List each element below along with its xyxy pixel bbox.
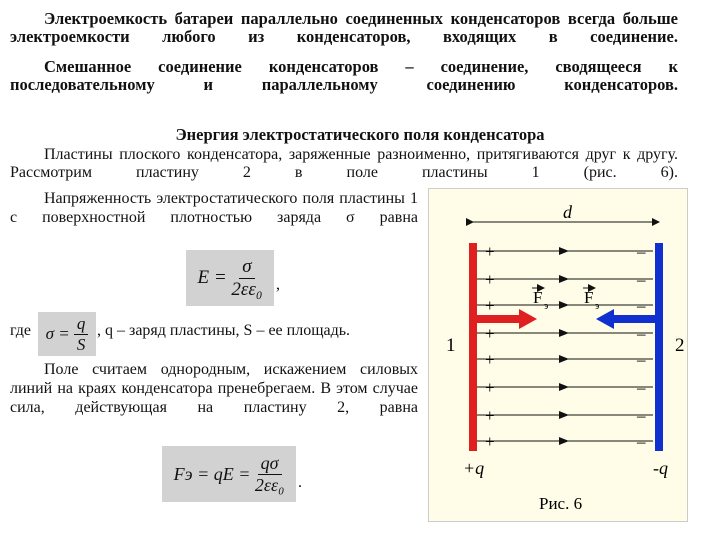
field-lines <box>477 247 653 445</box>
plate-1-label: 1 <box>446 335 456 356</box>
minus-sign: – <box>637 242 646 261</box>
formula-force <box>162 446 296 502</box>
formula-lhs: Fэ = qE = <box>173 463 251 484</box>
charge-label-plus: +q <box>463 458 485 478</box>
formula-surface-density <box>38 312 96 356</box>
formula-lhs: σ = <box>45 324 70 343</box>
formula-period: . <box>298 474 302 491</box>
force-label-right: F <box>584 288 594 307</box>
formula-comma: , <box>276 276 280 293</box>
formula-denominator: 2εε₀ <box>231 278 263 300</box>
section-title: Энергия электростатического поля конденсатора <box>175 125 545 144</box>
plus-sign: + <box>485 296 495 315</box>
formula-numerator: qσ <box>258 453 282 475</box>
force-subscript-left: э <box>544 301 549 312</box>
charge-label-minus: -q <box>653 458 668 478</box>
force-label-left: F <box>533 288 543 307</box>
paragraph-mixed-connection: Смешанное соединение конденсаторов – соединение, сводящееся к последовательному и параллельному соединению конденсаторов. <box>10 57 678 94</box>
minus-sign: – <box>637 270 646 289</box>
paragraph-field-strength: Напряженность электростатического поля пластины 1 с поверхностной плотностью заряда σ равна <box>10 190 418 226</box>
formula-numerator: σ <box>239 256 254 279</box>
minus-charges <box>636 242 646 451</box>
where-prefix: где <box>10 322 32 339</box>
paragraph-plates-attract: Пластины плоского конденсатора, заряженные разноименно, притягиваются друг к другу. Рассмотрим пластину 2 в поле пластины 1 (рис. 6). <box>10 146 678 181</box>
formula-lhs: E = <box>197 267 227 288</box>
minus-sign: – <box>637 324 646 343</box>
formula-denominator: 2εε₀ <box>254 474 285 495</box>
field-arrowhead <box>559 355 569 363</box>
formula-fraction <box>231 256 262 301</box>
minus-sign: – <box>637 406 646 425</box>
formula-numerator: q <box>74 314 89 335</box>
minus-sign: – <box>637 350 646 369</box>
plus-sign: + <box>485 324 495 343</box>
formula-denominator: S <box>76 334 86 354</box>
field-arrowhead <box>559 411 569 419</box>
minus-sign: – <box>637 296 646 315</box>
formula-field-strength <box>186 250 274 306</box>
distance-label: d <box>563 202 572 222</box>
field-arrowhead <box>559 437 569 445</box>
field-arrowhead <box>559 275 569 283</box>
plus-sign: + <box>485 270 495 289</box>
formula-fraction <box>74 314 89 355</box>
plate-2-label: 2 <box>675 335 685 356</box>
force-arrowhead-blue <box>596 309 614 329</box>
minus-sign: – <box>637 378 646 397</box>
minus-sign: – <box>637 432 646 451</box>
plate-1 <box>469 243 477 451</box>
plus-charges <box>485 242 495 451</box>
plus-sign: + <box>485 378 495 397</box>
figure-caption: Рис. 6 <box>539 494 583 513</box>
field-arrowhead <box>559 247 569 255</box>
force-arrowhead-red <box>519 309 537 329</box>
capacitor-diagram <box>429 189 687 521</box>
paragraph-uniform-field: Поле считаем однородным, искажением силовых линий на краях конденсатора пренебрегаем. В этом случае сила, действующая на пластину 2, равна <box>10 361 418 416</box>
plate-2 <box>655 243 663 451</box>
plus-sign: + <box>485 432 495 451</box>
plus-sign: + <box>485 242 495 261</box>
field-arrowhead <box>559 329 569 337</box>
field-arrowhead <box>559 383 569 391</box>
formula-fraction <box>255 453 284 496</box>
field-arrowhead <box>559 301 569 309</box>
where-suffix: , q – заряд пластины, S – ее площадь. <box>97 322 351 339</box>
force-subscript-right: э <box>595 301 600 312</box>
plus-sign: + <box>485 350 495 369</box>
figure-capacitor <box>428 188 688 522</box>
plus-sign: + <box>485 406 495 425</box>
paragraph-parallel-capacitance: Электроемкость батареи параллельно соединенных конденсаторов всегда больше электроемкости любого из конденсаторов, входящих в соединение. <box>10 9 678 46</box>
